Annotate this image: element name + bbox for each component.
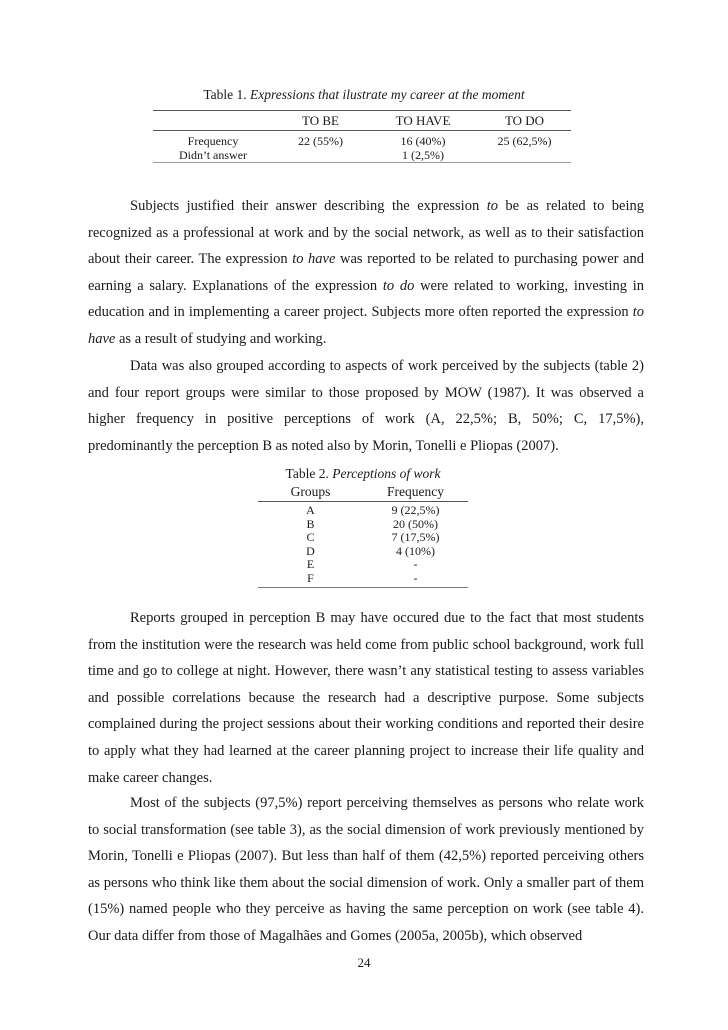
table-cell: A (306, 503, 315, 517)
table-cell: - (413, 570, 418, 585)
table-cell: 4 (10%) (396, 543, 435, 558)
table-cell: 16 (40%) (400, 134, 446, 148)
table1-caption-title: Expressions that ilustrate my career at the moment (250, 87, 525, 102)
table-cell (273, 148, 368, 163)
table-cell: D (306, 543, 315, 558)
table-cell: Didn’t answer (178, 148, 248, 162)
table-cell: B (306, 516, 315, 531)
text-run: Subjects justified their answer describing the expression (130, 198, 487, 214)
table2 (258, 484, 468, 588)
table1-caption-label: Table 1. (203, 87, 247, 102)
text-run: be as related to being recognized as a professional at work and by the social network, as well as to their satisfaction about their career. The expression (88, 198, 644, 268)
table-cell: C (306, 530, 315, 545)
table-cell: F (307, 570, 314, 585)
page-number: 24 (357, 955, 371, 970)
table-cell: 1 (2,5%) (402, 148, 444, 162)
table2-header-row (258, 484, 468, 502)
table-cell: 9 (22,5%) (391, 503, 440, 517)
table2-header-cell: Frequency (363, 484, 468, 502)
table-cell: 20 (50%) (393, 516, 438, 531)
text-run: was reported to be related to purchasing power and earning a salary. Explanations of the expression (88, 251, 644, 294)
table-cell (478, 148, 571, 163)
table-row (258, 518, 468, 532)
table2-caption-title: Perceptions of work (332, 466, 441, 481)
table-row (258, 558, 468, 572)
table-cell: - (413, 557, 418, 572)
table1-header-cell (153, 111, 273, 131)
text-run: as a result of studying and working. (115, 330, 327, 347)
table-row (258, 531, 468, 545)
paragraph-3: Reports grouped in perception B may have occured due to the fact that most students from the institution were the research was held come from public school background, work full time and go to college at night. However, there wasn’t any statistical testing to assess variables and possible correlations because the research had a descriptive purpose. Some subjects complained during the project sessions about their working conditions and reported their desire to apply what they had learned at the career planning project to increase their life quality and make career changes. (88, 610, 644, 786)
text-run: were related to working, investing in education and in implementing a career project. Subjects more often reported the expression (88, 277, 644, 321)
table-cell: E (306, 557, 315, 572)
table-cell: 7 (17,5%) (391, 530, 440, 545)
italic-term: to do (382, 277, 415, 294)
table-row (258, 572, 468, 587)
paragraph-4: Most of the subjects (97,5%) report perceiving themselves as persons who relate work to social transformation (see table 3), as the social dimension of work previously mentioned by Morin, Tonelli e Pliopas (2007). But less than half of them (42,5%) reported perceiving others as persons who think like them about the social dimension of work. Only a smaller part of them (15%) named people who they perceive as having the same perception on work (see table 4). Our data differ from those of Magalhães and Gomes (2005a, 2005b), which observed (88, 795, 644, 944)
table-cell: 22 (55%) (298, 134, 343, 148)
table-row (153, 148, 571, 163)
table1-caption (0, 87, 728, 103)
table-row (153, 131, 571, 149)
italic-term: to (486, 198, 498, 214)
table-cell: 25 (62,5%) (497, 134, 552, 148)
table2-header-cell: Groups (258, 484, 363, 502)
paragraph-1 (88, 193, 644, 353)
table1-header-row (153, 111, 571, 131)
table-row (258, 545, 468, 559)
table-row (258, 502, 468, 518)
italic-term: to have (292, 251, 336, 268)
italic-term: to have (88, 304, 644, 347)
table1-header-cell: TO HAVE (368, 111, 478, 131)
table1 (153, 110, 571, 163)
table2-caption (258, 466, 468, 482)
table2-caption-label: Table 2. (285, 466, 329, 481)
table1-header-cell: TO BE (273, 111, 368, 131)
paragraph-2: Data was also grouped according to aspects of work perceived by the subjects (table 2) and four report groups were similar to those proposed by MOW (1987). It was observed a higher frequency in positive perceptions of work (A, 22,5%; B, 50%; C, 17,5%), predominantly the perception B as noted also by Morin, Tonelli e Pliopas (2007). (88, 358, 644, 454)
table-cell: Frequency (187, 134, 239, 148)
table1-header-cell: TO DO (478, 111, 571, 131)
